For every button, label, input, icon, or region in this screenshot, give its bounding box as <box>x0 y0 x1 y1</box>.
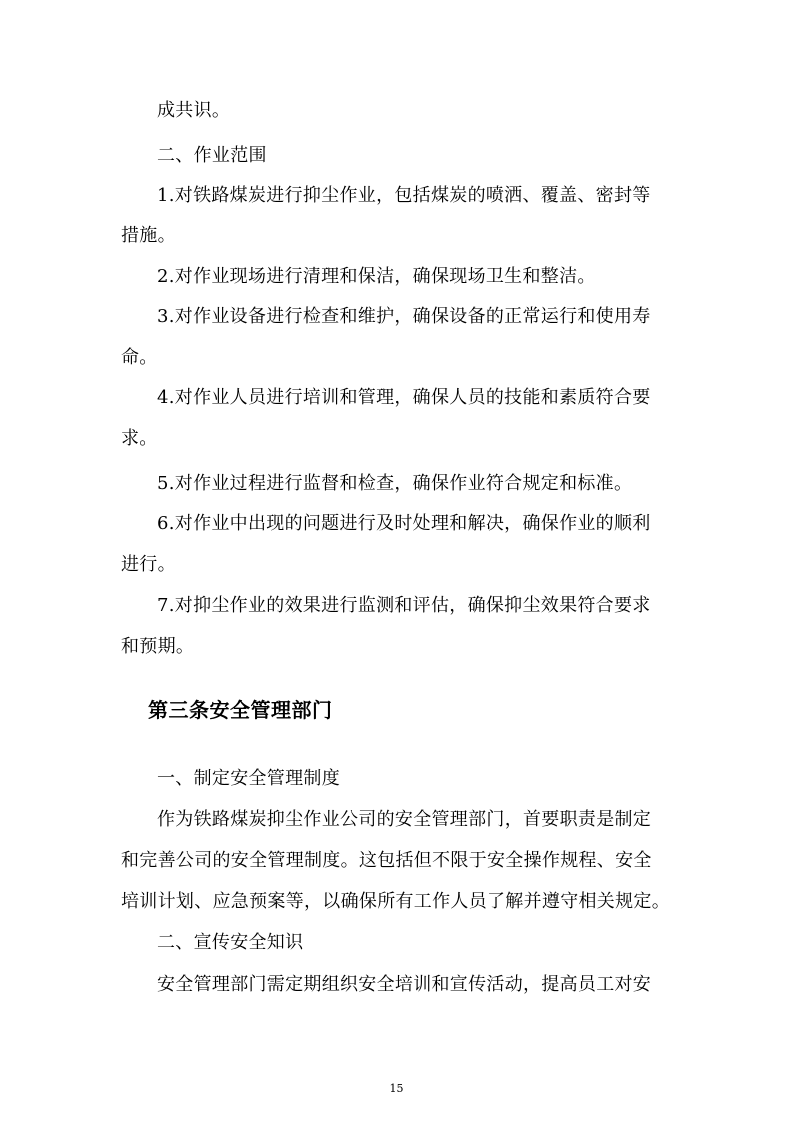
paragraph-line: 作为铁路煤炭抑尘作业公司的安全管理部门，首要职责是制定 <box>157 809 652 830</box>
list-item-line: 1.对铁路煤炭进行抑尘作业，包括煤炭的喷洒、覆盖、密封等 <box>157 185 651 206</box>
subsection-title: 一、制定安全管理制度 <box>157 768 340 789</box>
list-item-line: 6.对作业中出现的问题进行及时处理和解决，确保作业的顺利 <box>157 513 651 534</box>
page-number: 15 <box>389 1082 404 1095</box>
list-item-line: 进行。 <box>121 554 176 575</box>
subsection-title: 二、宣传安全知识 <box>157 932 304 953</box>
paragraph-line: 安全管理部门需定期组织安全培训和宣传活动，提高员工对安 <box>157 974 652 995</box>
list-item-line: 7.对抑尘作业的效果进行监测和评估，确保抑尘效果符合要求 <box>157 595 651 616</box>
list-item-line: 2.对作业现场进行清理和保洁，确保现场卫生和整洁。 <box>157 266 596 287</box>
paragraph-line: 和完善公司的安全管理制度。这包括但不限于安全操作规程、安全 <box>121 850 652 871</box>
list-item-line: 命。 <box>121 347 158 368</box>
list-item-line: 和预期。 <box>121 636 195 657</box>
paragraph-line: 培训计划、应急预案等，以确保所有工作人员了解并遵守相关规定。 <box>121 891 670 912</box>
list-item-line: 措施。 <box>121 225 176 246</box>
subsection-title: 二、作业范围 <box>157 145 267 166</box>
list-item-line: 3.对作业设备进行检查和维护，确保设备的正常运行和使用寿 <box>157 306 651 327</box>
paragraph-line: 成共识。 <box>157 100 231 121</box>
section-heading: 第三条安全管理部门 <box>148 698 333 722</box>
list-item-line: 5.对作业过程进行监督和检查，确保作业符合规定和标准。 <box>157 473 633 494</box>
list-item-line: 求。 <box>121 428 158 449</box>
list-item-line: 4.对作业人员进行培训和管理，确保人员的技能和素质符合要 <box>157 387 651 408</box>
